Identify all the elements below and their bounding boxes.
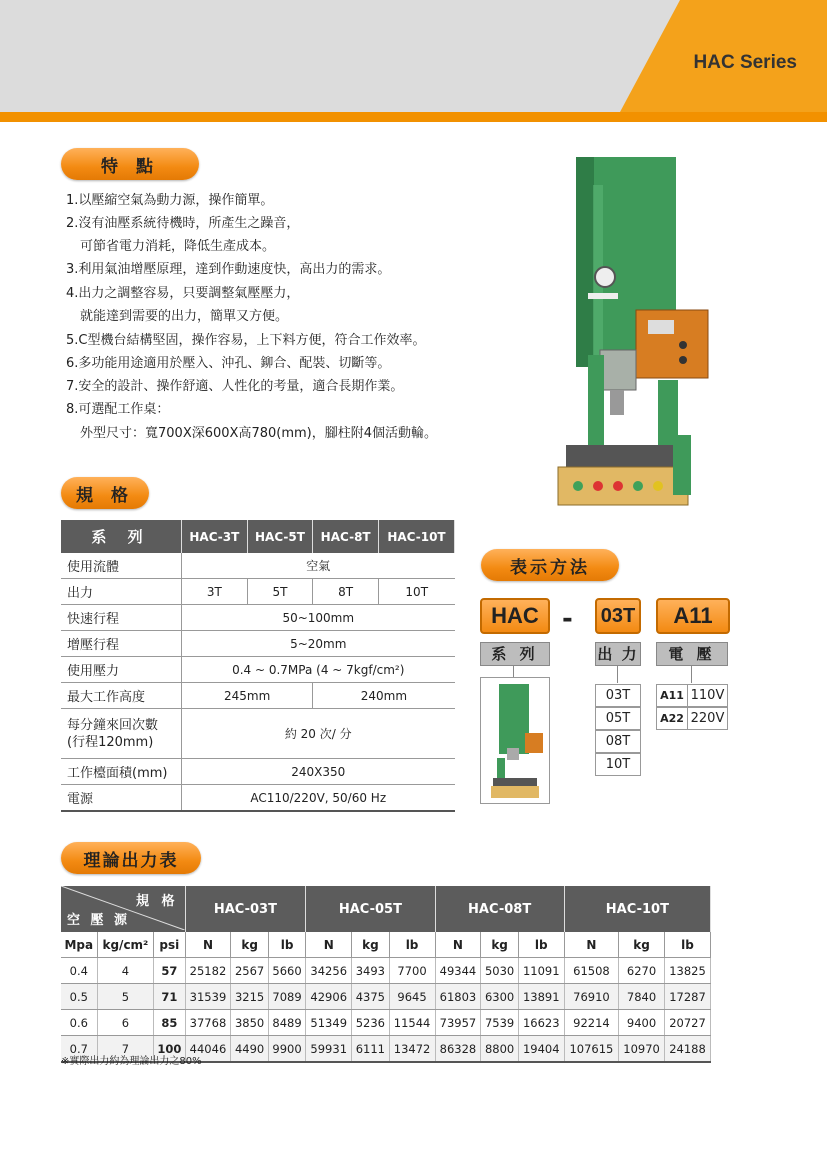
force-cell: 7089 (268, 984, 305, 1010)
spec-row (61, 553, 455, 579)
force-cell: 73957 (435, 1010, 481, 1036)
force-cell: 44046 (185, 1036, 231, 1063)
spec-value: 240X350 (182, 759, 455, 785)
output-table-heading: 理論出力表 (61, 842, 201, 874)
pressure-cell: 100 (154, 1036, 185, 1063)
force-cell: 59931 (306, 1036, 352, 1063)
force-cell: 92214 (564, 1010, 618, 1036)
force-cell: 17287 (665, 984, 711, 1010)
spec-label: 快速行程 (61, 605, 182, 631)
force-cell: 8489 (268, 1010, 305, 1036)
spec-label-line: (行程120mm) (67, 734, 154, 750)
pressure-unit: kg/cm² (97, 932, 154, 958)
force-cell: 31539 (185, 984, 231, 1010)
voltage-code: A11 (656, 684, 688, 707)
spec-label: 使用流體 (61, 553, 182, 579)
force-cell: 11544 (389, 1010, 435, 1036)
force-unit: N (306, 932, 352, 958)
spec-label: 工作檯面積(mm) (61, 759, 182, 785)
spec-header-row (61, 520, 455, 553)
series-title: HAC Series (693, 52, 797, 73)
designation-heading: 表示方法 (481, 549, 619, 581)
force-cell: 5660 (268, 958, 305, 984)
force-cell: 51349 (306, 1010, 352, 1036)
output-note: ※實際出力約為理論出力之80% (61, 1056, 202, 1067)
pressure-cell: 0.4 (61, 958, 97, 984)
spec-model: HAC-5T (247, 520, 313, 553)
pressure-cell: 4 (97, 958, 154, 984)
force-unit: lb (665, 932, 711, 958)
feature-line: 2.沒有油壓系統待機時，所產生之躁音， (66, 216, 300, 231)
output-row (61, 958, 711, 984)
spec-row (61, 605, 455, 631)
spec-label: 最大工作高度 (61, 683, 182, 709)
press-machine-image (548, 155, 718, 515)
label-series: 系 列 (480, 642, 550, 666)
force-unit: N (435, 932, 481, 958)
label-output: 出 力 (595, 642, 641, 666)
corner-bottom-label: 空 壓 源 (67, 913, 131, 928)
pressure-cell: 57 (154, 958, 185, 984)
code-series-box: HAC (480, 598, 550, 634)
force-cell: 25182 (185, 958, 231, 984)
pressure-cell: 0.7 (61, 1036, 97, 1063)
spec-row (61, 785, 455, 812)
force-cell: 5236 (352, 1010, 389, 1036)
corner-cell (61, 886, 185, 932)
spec-value: 5~20mm (182, 631, 455, 657)
output-option: 10T (595, 753, 641, 776)
spec-series-label: 系 列 (61, 520, 182, 553)
spec-label: 電源 (61, 785, 182, 812)
force-cell: 4490 (231, 1036, 268, 1063)
force-cell: 6300 (481, 984, 518, 1010)
force-cell: 11091 (518, 958, 564, 984)
spec-row (61, 631, 455, 657)
feature-line: 4.出力之調整容易，只要調整氣壓壓力， (66, 286, 300, 301)
force-unit: kg (481, 932, 518, 958)
feature-line: 可節省電力消耗，降低生產成本。 (80, 239, 276, 254)
label-voltage: 電 壓 (656, 642, 728, 666)
force-cell: 13891 (518, 984, 564, 1010)
corner-top-label: 規 格 (135, 894, 179, 909)
spec-value: 50~100mm (182, 605, 455, 631)
output-unit-row (61, 932, 711, 958)
force-unit: kg (352, 932, 389, 958)
pressure-cell: 0.6 (61, 1010, 97, 1036)
pressure-unit: Mpa (61, 932, 97, 958)
force-cell: 7539 (481, 1010, 518, 1036)
output-model: HAC-08T (435, 886, 564, 932)
force-cell: 6111 (352, 1036, 389, 1063)
force-cell: 37768 (185, 1010, 231, 1036)
spec-value: 3T (182, 579, 248, 605)
force-cell: 3850 (231, 1010, 268, 1036)
output-option: 08T (595, 730, 641, 753)
output-row (61, 984, 711, 1010)
pressure-cell: 0.5 (61, 984, 97, 1010)
connector-line (691, 665, 692, 683)
voltage-value: 220V (687, 707, 728, 730)
output-model: HAC-05T (306, 886, 435, 932)
spec-label: 使用壓力 (61, 657, 182, 683)
force-cell: 20727 (665, 1010, 711, 1036)
force-cell: 107615 (564, 1036, 618, 1063)
header-stripe (0, 112, 827, 122)
force-cell: 7700 (389, 958, 435, 984)
feature-line: 8.可選配工作桌： (66, 402, 170, 417)
pressure-cell: 6 (97, 1010, 154, 1036)
force-unit: N (564, 932, 618, 958)
force-cell: 61508 (564, 958, 618, 984)
output-model: HAC-03T (185, 886, 306, 932)
spec-table (61, 520, 455, 812)
spec-row (61, 657, 455, 683)
force-cell: 8800 (481, 1036, 518, 1063)
spec-heading: 規 格 (61, 477, 149, 509)
force-cell: 76910 (564, 984, 618, 1010)
output-table (61, 886, 711, 1063)
force-cell: 3493 (352, 958, 389, 984)
force-cell: 16623 (518, 1010, 564, 1036)
force-cell: 2567 (231, 958, 268, 984)
force-cell: 86328 (435, 1036, 481, 1063)
code-voltage-box: A11 (656, 598, 730, 634)
output-model: HAC-10T (564, 886, 710, 932)
force-cell: 61803 (435, 984, 481, 1010)
features-heading: 特 點 (61, 148, 199, 180)
spec-value: 5T (247, 579, 313, 605)
voltage-code: A22 (656, 707, 688, 730)
feature-line: 3.利用氣油增壓原理，達到作動速度快，高出力的需求。 (66, 262, 391, 277)
force-cell: 34256 (306, 958, 352, 984)
spec-row (61, 759, 455, 785)
force-cell: 5030 (481, 958, 518, 984)
force-unit: N (185, 932, 231, 958)
connector-line (617, 665, 618, 683)
feature-line: 外型尺寸：寬700X深600X高780(mm)，腳柱附4個活動輪。 (80, 426, 437, 441)
spec-value: 245mm (182, 683, 313, 709)
press-machine-thumbnail (480, 677, 550, 804)
feature-line: 6.多功能用途適用於壓入、沖孔、鉚合、配裝、切斷等。 (66, 356, 391, 371)
output-option: 05T (595, 707, 641, 730)
spec-label (61, 709, 182, 759)
output-row (61, 1010, 711, 1036)
force-cell: 6270 (619, 958, 665, 984)
spec-model: HAC-3T (182, 520, 248, 553)
feature-line: 5.C型機台結構堅固，操作容易，上下料方便，符合工作效率。 (66, 333, 426, 348)
force-cell: 10970 (619, 1036, 665, 1063)
voltage-value: 110V (687, 684, 728, 707)
force-cell: 24188 (665, 1036, 711, 1063)
output-header-row (61, 886, 711, 932)
spec-value: 240mm (313, 683, 455, 709)
output-option: 03T (595, 684, 641, 707)
spec-label: 增壓行程 (61, 631, 182, 657)
spec-row (61, 579, 455, 605)
spec-label-line: 每分鐘來回次數 (67, 717, 159, 733)
connector-line (513, 665, 514, 677)
force-cell: 13825 (665, 958, 711, 984)
force-cell: 9400 (619, 1010, 665, 1036)
force-cell: 9900 (268, 1036, 305, 1063)
spec-row (61, 683, 455, 709)
pressure-cell: 85 (154, 1010, 185, 1036)
pressure-cell: 5 (97, 984, 154, 1010)
feature-line: 7.安全的設計、操作舒適、人性化的考量，適合長期作業。 (66, 379, 404, 394)
force-cell: 19404 (518, 1036, 564, 1063)
pressure-cell: 71 (154, 984, 185, 1010)
force-unit: kg (231, 932, 268, 958)
spec-value: 0.4 ~ 0.7MPa (4 ~ 7kgf/cm²) (182, 657, 455, 683)
spec-value: 8T (313, 579, 379, 605)
code-output-box: 03T (595, 598, 641, 634)
spec-label: 出力 (61, 579, 182, 605)
force-cell: 13472 (389, 1036, 435, 1063)
force-unit: lb (389, 932, 435, 958)
pressure-cell: 7 (97, 1036, 154, 1063)
spec-model: HAC-8T (313, 520, 379, 553)
force-cell: 42906 (306, 984, 352, 1010)
pressure-unit: psi (154, 932, 185, 958)
force-cell: 7840 (619, 984, 665, 1010)
spec-value: 空氣 (182, 553, 455, 579)
force-cell: 9645 (389, 984, 435, 1010)
spec-model: HAC-10T (378, 520, 454, 553)
force-unit: kg (619, 932, 665, 958)
code-dash: - (562, 604, 573, 634)
force-unit: lb (518, 932, 564, 958)
feature-line: 就能達到需要的出力，簡單又方便。 (80, 309, 289, 324)
force-cell: 49344 (435, 958, 481, 984)
spec-value: 10T (378, 579, 454, 605)
spec-row (61, 709, 455, 759)
spec-value: AC110/220V, 50/60 Hz (182, 785, 455, 812)
feature-line: 1.以壓縮空氣為動力源，操作簡單。 (66, 193, 274, 208)
spec-value: 約 20 次/ 分 (182, 709, 455, 759)
force-unit: lb (268, 932, 305, 958)
force-cell: 4375 (352, 984, 389, 1010)
force-cell: 3215 (231, 984, 268, 1010)
